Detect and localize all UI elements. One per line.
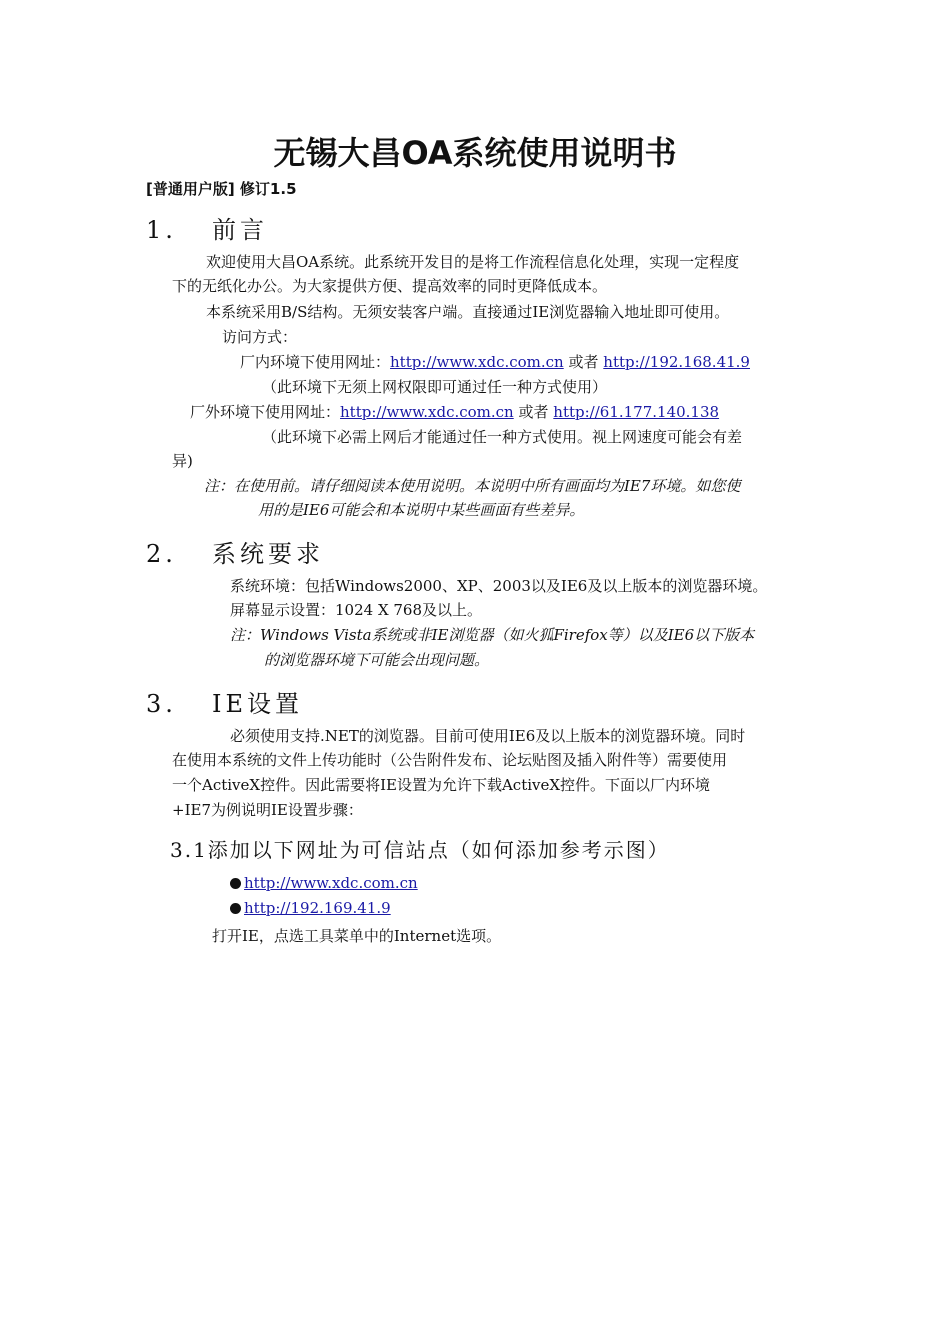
note-line: 用的是IE6可能会和本说明中某些画面有些差异。 bbox=[258, 501, 585, 519]
inner-access-line bbox=[240, 350, 750, 374]
trusted-site-link-2[interactable]: http://192.169.41.9 bbox=[244, 899, 391, 917]
document-subtitle: [普通用户版] 修订1.5 bbox=[146, 180, 297, 198]
document-title: 无锡大昌OA系统使用说明书 bbox=[273, 134, 677, 172]
section-title: IE设置 bbox=[212, 690, 303, 718]
inner-note: （此环境下无须上网权限即可通过任一种方式使用） bbox=[262, 378, 608, 396]
paragraph-line: 必须使用支持.NET的浏览器。目前可使用IE6及以上版本的浏览器环境。同时 bbox=[230, 727, 746, 745]
note-line: 注：在使用前。请仔细阅读本使用说明。本说明中所有画面均为IE7环境。如您使 bbox=[204, 477, 741, 495]
instruction-line: 打开IE，点选工具菜单中的Internet选项。 bbox=[212, 927, 502, 945]
paragraph-line: +IE7为例说明IE设置步骤： bbox=[172, 801, 363, 819]
subsection-heading: 3.1添加以下网址为可信站点（如何添加参考示图） bbox=[170, 838, 670, 862]
section-heading-1 bbox=[146, 210, 268, 245]
paragraph-line: 一个ActiveX控件。因此需要将IE设置为允许下载ActiveX控件。下面以厂内环境 bbox=[172, 776, 711, 794]
bullet-icon bbox=[230, 903, 241, 914]
paragraph-line: 欢迎使用大昌OA系统。此系统开发目的是将工作流程信息化处理，实现一定程度 bbox=[206, 253, 740, 271]
outer-label: 厂外环境下使用网址： bbox=[190, 403, 341, 421]
inner-url-link-1[interactable]: http://www.xdc.com.cn bbox=[390, 353, 564, 371]
list-item bbox=[230, 899, 391, 917]
outer-note-line: 异) bbox=[172, 452, 193, 470]
paragraph-line: 本系统采用B/S结构。无须安装客户端。直接通过IE浏览器输入地址即可使用。 bbox=[206, 303, 730, 321]
outer-access-line bbox=[190, 400, 719, 424]
or-text: 或者 bbox=[568, 353, 599, 371]
system-env-line: 系统环境：包括Windows2000、XP、2003以及IE6及以上版本的浏览器环境。 bbox=[230, 577, 768, 595]
inner-label: 厂内环境下使用网址： bbox=[240, 353, 391, 371]
access-label: 访问方式： bbox=[222, 328, 298, 346]
list-item bbox=[230, 874, 418, 892]
note-line: 注：Windows Vista系统或非IE浏览器（如火狐Firefox等）以及IE6以下版本 bbox=[230, 626, 755, 644]
section-number: 3. bbox=[146, 690, 177, 718]
inner-url-link-2[interactable]: http://192.168.41.9 bbox=[603, 353, 750, 371]
trusted-site-link-1[interactable]: http://www.xdc.com.cn bbox=[244, 874, 418, 892]
section-number: 1. bbox=[146, 216, 177, 244]
screen-setting-line: 屏幕显示设置：1024 X 768及以上。 bbox=[230, 601, 483, 619]
note-line: 的浏览器环境下可能会出现问题。 bbox=[264, 651, 490, 669]
section-heading-2 bbox=[146, 534, 324, 569]
or-text: 或者 bbox=[518, 403, 549, 421]
section-title: 前言 bbox=[212, 216, 268, 244]
outer-url-link-2[interactable]: http://61.177.140.138 bbox=[553, 403, 720, 421]
paragraph-line: 下的无纸化办公。为大家提供方便、提高效率的同时更降低成本。 bbox=[172, 277, 608, 295]
paragraph-line: 在使用本系统的文件上传功能时（公告附件发布、论坛贴图及插入附件等）需要使用 bbox=[172, 751, 728, 769]
outer-note-line: （此环境下必需上网后才能通过任一种方式使用。视上网速度可能会有差 bbox=[262, 428, 743, 446]
section-heading-3 bbox=[146, 684, 303, 719]
section-title: 系统要求 bbox=[212, 540, 324, 568]
section-number: 2. bbox=[146, 540, 177, 568]
bullet-icon bbox=[230, 878, 241, 889]
outer-url-link-1[interactable]: http://www.xdc.com.cn bbox=[340, 403, 514, 421]
